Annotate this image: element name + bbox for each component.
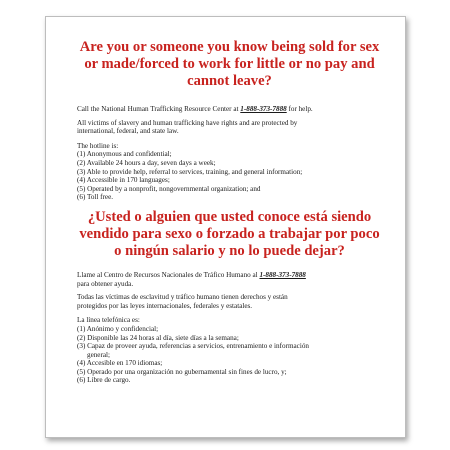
list-item: (4) Accesible en 170 idiomas; [77, 359, 163, 368]
list-item: (6) Libre de cargo. [77, 376, 131, 385]
list-item-continuation: general; [87, 350, 110, 359]
list-item: (4) Accessible in 170 languages; [77, 176, 170, 185]
list-item-text: (3) Capaz de proveer ayuda, referencias a servicios, entrenamiento e información [77, 342, 309, 351]
spanish-heading [77, 209, 382, 260]
list-item: (5) Operado por una organización no gubernamental sin fines de lucro, y; [77, 367, 287, 376]
list-item: (1) Anonymous and confidential; [77, 150, 172, 159]
english-call-text: Call the National Human Trafficking Resource Center at [77, 105, 239, 113]
english-call-suffix: for help. [286, 105, 313, 113]
spanish-rights-line: Todas las víctimas de esclavitud y tráfico humano tienen derechos y están [77, 293, 288, 302]
spanish-phone-number: 1-888-373-7888 [259, 270, 306, 279]
list-item: (3) Able to provide help, referral to services, training, and general information; [77, 167, 303, 176]
spanish-heading-line: ¿Usted o alguien que usted conoce está siendo [87, 208, 372, 225]
list-item: (1) Anónimo y confidencial; [77, 324, 159, 333]
spanish-call-paragraph [77, 271, 382, 288]
english-heading-line: Are you or someone you know being sold for sex [79, 39, 380, 55]
english-rights-paragraph [77, 119, 382, 136]
spanish-heading-line: o ningún salario y no lo puede dejar? [114, 242, 345, 259]
spanish-hotline-list [77, 325, 382, 385]
list-item [77, 342, 382, 359]
spanish-rights-line: protegidos por las leyes internacionales, federales y estatales. [77, 301, 253, 310]
english-heading-line: cannot leave? [187, 73, 272, 89]
english-rights-line: All victims of slavery and human trafficking have rights and are protected by [77, 118, 298, 127]
english-hotline-label: The hotline is: [77, 141, 119, 150]
poster-content [77, 39, 382, 385]
english-hotline-list [77, 150, 382, 202]
spanish-hotline-label: La línea telefónica es: [77, 316, 140, 325]
english-phone-number: 1-888-373-7888 [240, 105, 287, 113]
spanish-call-line2: para obtener ayuda. [77, 279, 134, 288]
english-rights-line: international, federal, and state law. [77, 127, 179, 136]
list-item: (6) Toll free. [77, 193, 114, 202]
list-item: (5) Operated by a nonprofit, nongovernmental organization; and [77, 184, 261, 193]
english-heading-line: or made/forced to work for little or no pay and [84, 56, 375, 72]
english-call-paragraph [77, 105, 382, 114]
spanish-heading-line: vendido para sexo o forzado a trabajar por poco [79, 225, 380, 242]
spanish-rights-paragraph [77, 293, 382, 310]
spanish-call-text: Llame al Centro de Recursos Nacionales de Tráfico Humano al [77, 270, 258, 279]
list-item: (2) Disponible las 24 horas al día, siete días a la semana; [77, 333, 239, 342]
list-item: (2) Available 24 hours a day, seven days a week; [77, 158, 216, 167]
poster-sheet [45, 16, 406, 438]
english-heading [77, 39, 382, 90]
